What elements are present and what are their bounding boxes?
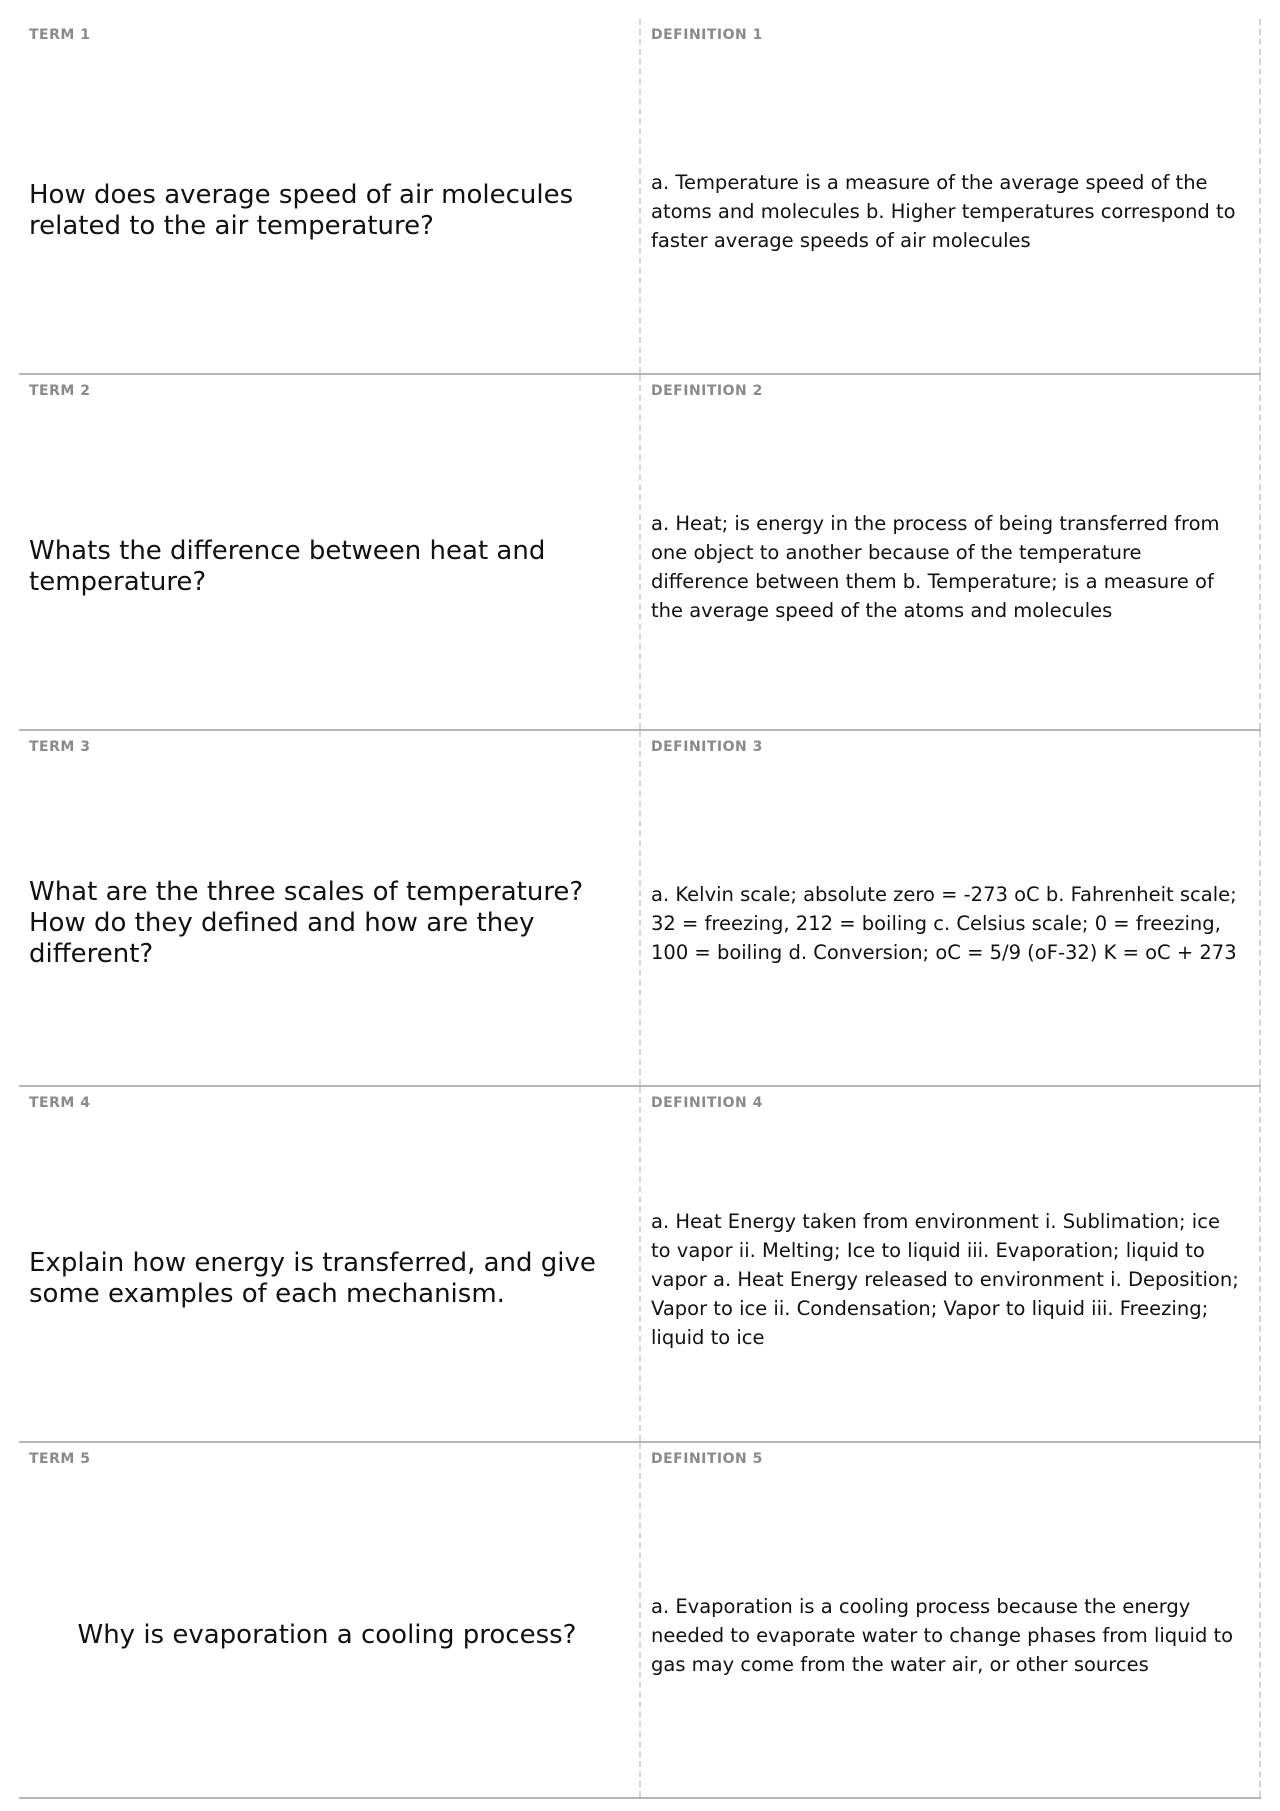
definition-cell	[641, 375, 1261, 729]
flashcard-row-4	[19, 1087, 1261, 1443]
flashcard-row-2	[19, 375, 1261, 731]
term-text: What are the three scales of temperature? How do they defined and how are they different?	[29, 876, 584, 969]
term-body	[29, 771, 625, 1075]
flashcard-row-3	[19, 731, 1261, 1087]
definition-cell	[641, 731, 1261, 1085]
term-cell	[19, 731, 641, 1085]
term-text: Why is evaporation a cooling process?	[77, 1619, 577, 1650]
flashcard-row-5	[19, 1443, 1261, 1799]
term-cell	[19, 1443, 641, 1797]
definition-text: a. Kelvin scale; absolute zero = -273 oC b. Fahrenheit scale; 32 = freezing, 212 = boiling c. Celsius scale; 0 = freezing, 100 = boiling d. Conversion; oC = 5/9 (oF-32) K = oC + 273	[651, 882, 1237, 964]
definition-label: DEFINITION 1	[651, 27, 763, 43]
term-body	[29, 415, 625, 719]
flashcard-sheet	[19, 19, 1261, 1799]
definition-text: a. Heat Energy taken from environment i. Sublimation; ice to vapor ii. Melting; Ice to liquid iii. Evaporation; liquid to vapor a. Heat Energy released to environment i. Deposition; Vapor to ice ii. Condensation; Vapor to liquid iii. Freezing; liquid to ice	[651, 1209, 1239, 1349]
term-body	[29, 1127, 625, 1431]
term-text: How does average speed of air molecules related to the air temperature?	[29, 180, 574, 241]
term-text: Whats the difference between heat and temperature?	[29, 536, 546, 597]
term-label: TERM 5	[29, 1451, 91, 1467]
definition-cell	[641, 1443, 1261, 1797]
definition-label: DEFINITION 4	[651, 1095, 763, 1111]
term-label: TERM 1	[29, 27, 91, 43]
definition-cell	[641, 19, 1261, 373]
definition-label: DEFINITION 3	[651, 739, 763, 755]
term-label: TERM 4	[29, 1095, 91, 1111]
definition-text: a. Evaporation is a cooling process because the energy needed to evaporate water to change phases from liquid to gas may come from the water air, or other sources	[651, 1594, 1234, 1676]
definition-label: DEFINITION 5	[651, 1451, 763, 1467]
definition-body	[651, 59, 1245, 363]
definition-cell	[641, 1087, 1261, 1441]
definition-text: a. Temperature is a measure of the average speed of the atoms and molecules b. Higher temperatures correspond to faster average speeds of air molecules	[651, 170, 1236, 252]
definition-text: a. Heat; is energy in the process of being transferred from one object to another because of the temperature difference between them b. Temperature; is a measure of the average speed of the atoms and molecules	[651, 512, 1220, 622]
definition-body	[651, 1127, 1245, 1431]
term-text: Explain how energy is transferred, and give some examples of each mechanism.	[29, 1248, 596, 1309]
term-cell	[19, 375, 641, 729]
term-cell	[19, 1087, 641, 1441]
term-cell	[19, 19, 641, 373]
term-body	[29, 59, 625, 363]
term-label: TERM 2	[29, 383, 91, 399]
definition-label: DEFINITION 2	[651, 383, 763, 399]
definition-body	[651, 415, 1245, 719]
term-label: TERM 3	[29, 739, 91, 755]
definition-body	[651, 771, 1245, 1075]
definition-body	[651, 1483, 1245, 1787]
flashcard-row-1	[19, 19, 1261, 375]
term-body	[29, 1483, 625, 1787]
